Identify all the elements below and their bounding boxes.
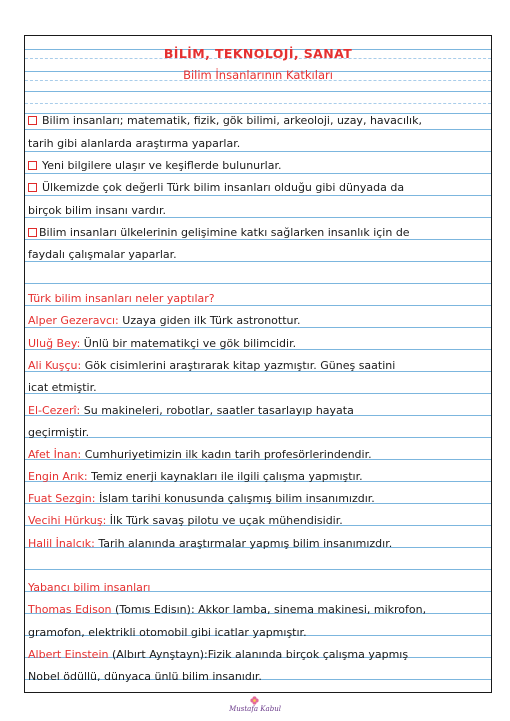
intro-line: Bilim insanları; matematik, fizik, gök bilimi, arkeoloji, uzay, havacılık, <box>28 114 488 128</box>
list-item: Halil İnalcık: Tarih alanında araştırmalar yapmış bilim insanımızdır. <box>28 537 393 550</box>
page-title: BİLİM, TEKNOLOJİ, SANAT <box>163 46 353 61</box>
intro-line: Bilim insanları ülkelerinin gelişimine katkı sağlarken insanlık için de <box>28 226 488 240</box>
intro-line: birçok bilim insanı vardır. <box>28 204 166 217</box>
intro-line: faydalı çalışmalar yaparlar. <box>28 248 177 261</box>
checkbox-bullet-icon <box>28 228 37 237</box>
foreign-section-heading: Yabancı bilim insanları <box>28 581 151 594</box>
ruled-line <box>25 283 491 284</box>
list-item: Fuat Sezgin: İslam tarihi konusunda çalışmış bilim insanımızdır. <box>28 492 375 505</box>
list-item: geçirmiştir. <box>28 426 90 439</box>
ruled-line <box>25 173 491 174</box>
ruled-line <box>25 195 491 196</box>
checkbox-bullet-icon <box>28 116 37 125</box>
ruled-line <box>25 103 491 104</box>
list-item: gramofon, elektrikli otomobil gibi icatlar yapmıştır. <box>28 626 307 639</box>
list-item: Uluğ Bey: Ünlü bir matematikçi ve gök bilimcidir. <box>28 337 297 350</box>
list-item: Alper Gezeravcı: Uzaya giden ilk Türk astronottur. <box>28 314 301 327</box>
list-item: icat etmiştir. <box>28 381 97 394</box>
signature-logo <box>212 696 298 718</box>
intro-line: tarih gibi alanlarda araştırma yaparlar. <box>28 137 241 150</box>
page-subtitle: Bilim İnsanlarının Katkıları <box>183 68 333 82</box>
ruled-line <box>25 151 491 152</box>
flower-icon <box>250 696 259 705</box>
signature-text: Mustafa Kabul <box>229 705 281 713</box>
list-item: El-Cezerî: Su makineleri, robotlar, saatler tasarlayıp hayata <box>28 404 354 417</box>
list-item: Vecihi Hürkuş: İlk Türk savaş pilotu ve uçak mühendisidir. <box>28 514 343 527</box>
ruled-line <box>25 91 491 92</box>
list-item: Nobel ödüllü, dünyaca ünlü bilim insanıdır. <box>28 670 262 683</box>
list-item: Albert Einstein (Albırt Aynştayn):Fizik alanında birçok çalışma yapmış <box>28 648 409 661</box>
intro-line: Ülkemizde çok değerli Türk bilim insanları olduğu gibi dünyada da <box>28 181 488 195</box>
list-item: Engin Arık: Temiz enerji kaynakları ile ilgili çalışma yapmıştır. <box>28 470 363 483</box>
checkbox-bullet-icon <box>28 183 37 192</box>
list-item: Thomas Edison (Tomıs Edisın): Akkor lamba, sinema makinesi, mikrofon, <box>28 603 427 616</box>
ruled-line <box>25 569 491 570</box>
checkbox-bullet-icon <box>28 161 37 170</box>
ruled-line <box>25 129 491 130</box>
list-item: Ali Kuşçu: Gök cisimlerini araştırarak kitap yazmıştır. Güneş saatini <box>28 359 396 372</box>
turkish-section-heading: Türk bilim insanları neler yaptılar? <box>28 292 215 305</box>
list-item: Afet İnan: Cumhuriyetimizin ilk kadın tarih profesörlerindendir. <box>28 448 372 461</box>
intro-line: Yeni bilgilere ulaşır ve keşiflerde bulunurlar. <box>28 159 488 173</box>
